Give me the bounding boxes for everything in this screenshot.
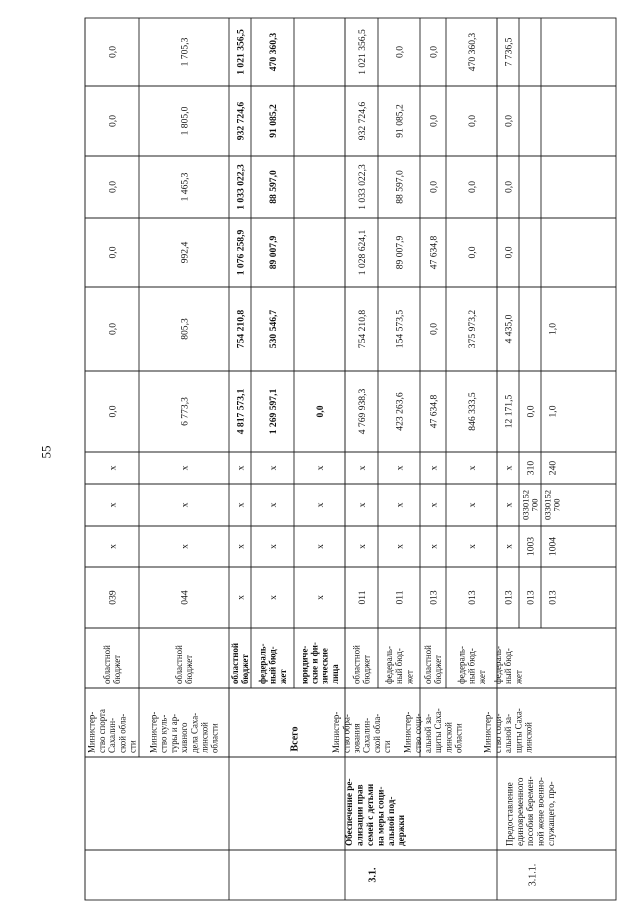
page-number: 55: [38, 445, 54, 459]
cell-y2015: 0,0: [107, 323, 119, 335]
cell-y2014: 1,0: [547, 405, 559, 418]
cell-vr: х: [314, 465, 326, 471]
table-cells: [39, 29, 562, 886]
cell-grbs: х: [267, 595, 279, 600]
cell-y2017: 0,0: [503, 181, 515, 193]
cell-y2017: 88 597,0: [267, 170, 279, 204]
cell-grbs: х: [235, 595, 247, 600]
item-3-1-number: 3.1.: [367, 867, 379, 883]
cell-rzpr: х: [235, 544, 247, 549]
cell-y2018: 91 085,2: [394, 104, 406, 138]
cell-vr: х: [503, 465, 515, 471]
cell-grbs: 013: [547, 590, 559, 605]
cell-rzpr: 1004: [547, 536, 559, 557]
cell-executor: Министер-ство обра-зованияСахалин-ской обла-сти: [331, 711, 393, 753]
cell-y2019: 0,0: [428, 46, 440, 58]
cell-y2017: 88 597,0: [394, 170, 406, 204]
cell-y2014: 423 263,6: [394, 392, 406, 431]
cell-source: областнойбюджет: [351, 645, 372, 684]
cell-csr: х: [428, 502, 440, 508]
cell-vr: 310: [525, 460, 537, 476]
cell-y2017: 0,0: [107, 181, 119, 193]
cell-y2018: 0,0: [107, 115, 119, 127]
cell-vr: 240: [547, 460, 559, 476]
cell-rzpr: х: [314, 544, 326, 549]
table-frame: [85, 18, 616, 900]
cell-y2017: 1 465,3: [179, 172, 191, 202]
cell-grbs: 013: [525, 590, 537, 605]
cell-rzpr: х: [356, 544, 368, 549]
cell-y2016: 0,0: [466, 246, 478, 259]
cell-y2014: 0,0: [107, 405, 119, 418]
cell-csr: х: [267, 502, 279, 508]
cell-y2014: 0,0: [314, 405, 326, 418]
cell-source: областнойбюджет: [423, 645, 444, 684]
cell-csr: 0330152700: [542, 489, 562, 521]
cell-vr: х: [267, 465, 279, 471]
table-grid: [85, 18, 616, 900]
item-3-1-1-name: Предоставлениеединовременногопособия беремен-ной жене военно-служащего, про-: [504, 776, 557, 846]
cell-csr: х: [179, 502, 191, 508]
cell-y2016: 89 007,9: [394, 235, 406, 270]
cell-y2018: 932 724,6: [235, 101, 247, 141]
cell-csr: х: [235, 502, 247, 508]
cell-y2019: 0,0: [394, 46, 406, 58]
cell-y2018: 91 085,2: [267, 104, 279, 138]
cell-rzpr: х: [267, 544, 279, 549]
cell-rzpr: х: [107, 544, 119, 549]
cell-y2015: 0,0: [428, 323, 440, 335]
cell-grbs: 044: [179, 590, 191, 605]
cell-source: областнойбюджет: [174, 645, 195, 684]
cell-y2018: 0,0: [503, 115, 515, 127]
cell-source: областнойбюджет: [102, 645, 123, 684]
cell-csr: х: [107, 502, 119, 508]
cell-csr: х: [394, 502, 406, 508]
cell-rzpr: х: [428, 544, 440, 549]
cell-grbs: 011: [394, 590, 406, 605]
cell-y2015: 1,0: [547, 323, 559, 335]
cell-y2019: 1 021 356,5: [356, 29, 368, 75]
cell-y2015: 4 435,0: [503, 314, 515, 344]
cell-y2014: 6 773,3: [179, 397, 191, 426]
cell-y2015: 805,3: [179, 318, 191, 340]
cell-executor: Министер-ство соци-альной за-щиты Саха-линскойобласти: [402, 708, 464, 753]
cell-vr: х: [394, 465, 406, 471]
cell-vr: х: [466, 465, 478, 471]
cell-csr: х: [503, 502, 515, 508]
cell-grbs: 013: [503, 590, 515, 605]
cell-y2014: 4 769 938,3: [356, 388, 368, 435]
cell-y2018: 932 724,6: [356, 101, 368, 141]
cell-grbs: х: [314, 595, 326, 600]
cell-y2014: 1 269 597,1: [267, 388, 279, 435]
cell-vr: х: [179, 465, 191, 471]
cell-y2016: 1 076 258,9: [235, 229, 247, 276]
cell-y2017: 1 033 022,3: [235, 164, 247, 210]
cell-y2018: 0,0: [466, 115, 478, 127]
cell-y2015: 754 210,8: [235, 309, 247, 349]
cell-grbs: 039: [107, 590, 119, 605]
cell-vr: х: [428, 465, 440, 471]
cell-y2014: 12 171,5: [503, 394, 515, 429]
cell-source: федераль-ный бюд-жет: [257, 643, 288, 684]
cell-source: федераль-ный бюд-жет: [492, 646, 524, 684]
cell-y2016: 0,0: [503, 246, 515, 259]
cell-y2017: 0,0: [466, 181, 478, 193]
cell-vr: х: [235, 465, 247, 471]
cell-csr: 0330152700: [520, 489, 540, 521]
cell-y2015: 530 546,7: [267, 309, 279, 349]
cell-y2017: 1 033 022,3: [356, 164, 368, 210]
cell-y2015: 375 973,2: [466, 309, 478, 349]
item-3-1-name: Обеспечение ре-ализации правсемей с детьмина меры соци-альной под-держки: [344, 778, 407, 846]
cell-csr: х: [314, 502, 326, 508]
cell-y2019: 470 360,3: [267, 32, 279, 72]
cell-rzpr: х: [503, 544, 515, 549]
cell-rzpr: 1003: [525, 536, 537, 557]
cell-y2016: 47 634,8: [428, 235, 440, 270]
cell-grbs: 013: [428, 590, 440, 605]
cell-executor: Министер-ство куль-туры и ар-хивногодела Саха-линскойобласти: [148, 711, 220, 753]
cell-y2016: 89 007,9: [267, 235, 279, 270]
cell-rzpr: х: [466, 544, 478, 549]
cell-y2019: 0,0: [107, 46, 119, 58]
cell-y2018: 0,0: [428, 115, 440, 127]
cell-y2019: 7 736,5: [503, 37, 515, 67]
cell-y2016: 1 028 624,1: [356, 229, 368, 276]
item-3-1-1-number: 3.1.1.: [527, 863, 539, 887]
cell-y2019: 470 360,3: [466, 32, 478, 72]
cell-rzpr: х: [179, 544, 191, 549]
cell-y2018: 1 805,0: [179, 106, 191, 136]
cell-executor: Министер-ство соци-альной за-щиты Саха-линской: [482, 708, 534, 753]
cell-y2014: 0,0: [525, 405, 537, 418]
cell-y2015: 754 210,8: [356, 309, 368, 349]
cell-y2015: 154 573,5: [394, 309, 406, 349]
cell-y2016: 992,4: [179, 241, 191, 264]
cell-vr: х: [356, 465, 368, 471]
cell-y2014: 846 333,5: [466, 392, 478, 431]
cell-y2014: 4 817 573,1: [235, 388, 247, 435]
cell-y2016: 0,0: [107, 246, 119, 259]
cell-source: федераль-ный бюд-жет: [383, 646, 415, 684]
cell-source: федераль-ный бюд-жет: [456, 646, 487, 684]
cell-grbs: 013: [466, 590, 478, 605]
cell-source: областнойбюджет: [230, 642, 251, 684]
cell-grbs: 011: [356, 590, 368, 605]
cell-csr: х: [356, 502, 368, 508]
cell-source: юридиче-ские и фи-зическиелица: [299, 642, 340, 684]
cell-executor: Министер-ство спортаСахалин-ской обла-сти: [86, 709, 138, 753]
cell-y2017: 0,0: [428, 181, 440, 193]
cell-csr: х: [466, 502, 478, 508]
cell-y2019: 1 021 356,5: [235, 29, 247, 75]
cell-vr: х: [107, 465, 119, 471]
group-total-label: Всего: [289, 726, 301, 752]
cell-y2014: 47 634,8: [428, 394, 440, 429]
cell-y2019: 1 705,3: [179, 37, 191, 67]
cell-rzpr: х: [394, 544, 406, 549]
